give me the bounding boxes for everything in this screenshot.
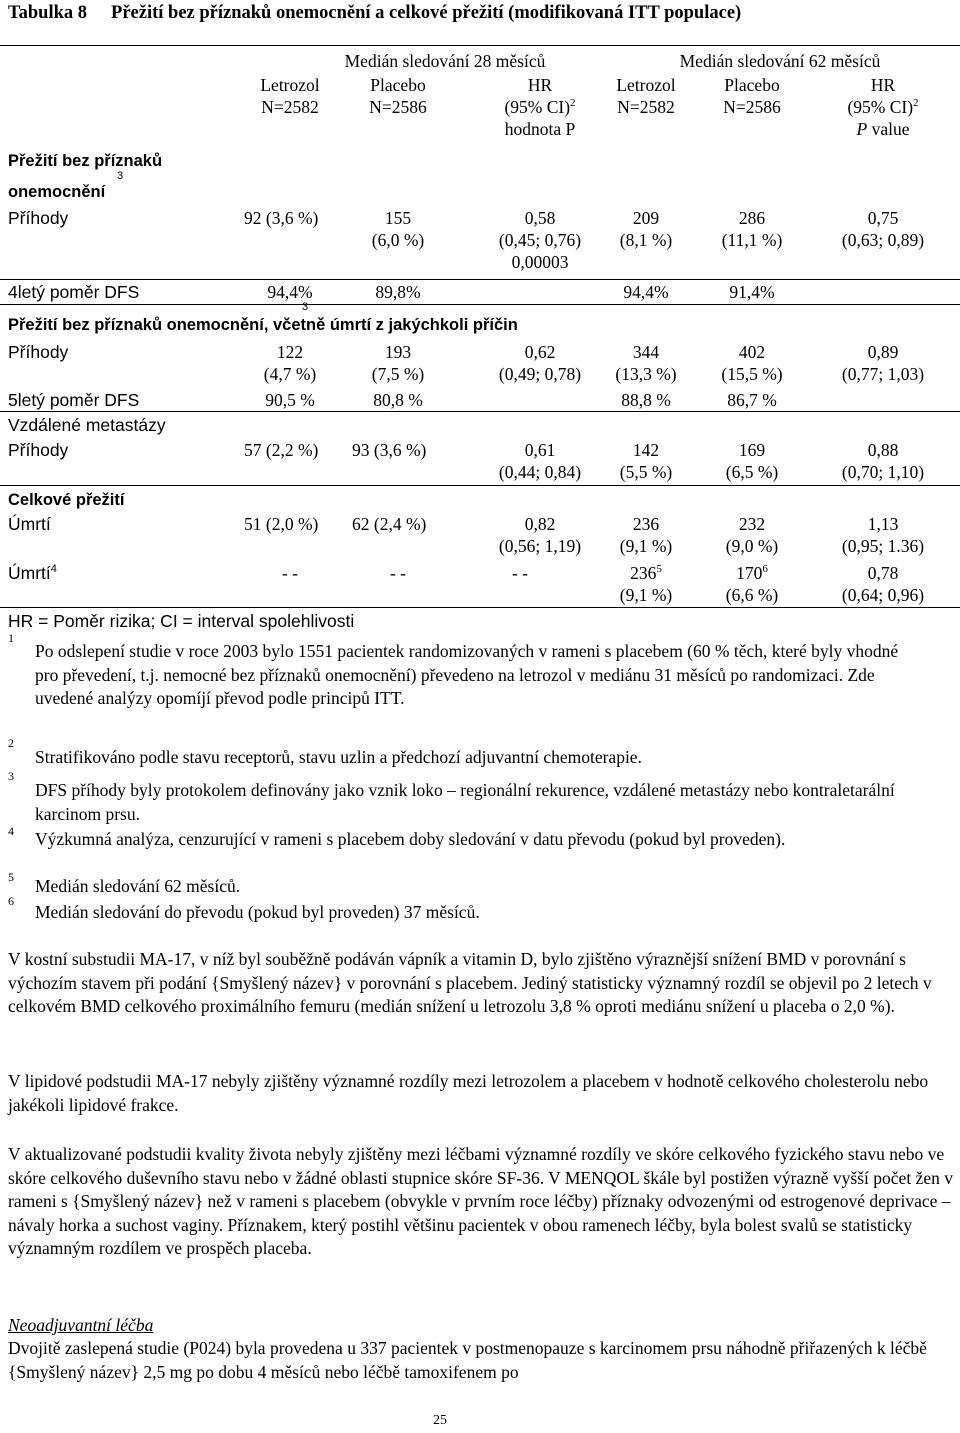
cell-line: (9,1 %) xyxy=(619,585,673,605)
section-dfs-all-cause-title xyxy=(8,314,518,336)
cell-line xyxy=(600,562,692,584)
footnote-text: Stratifikováno podle stavu receptorů, stavu uzlin a předchozí adjuvantní chemoterapie. xyxy=(35,747,642,767)
cell-value: 62 (2,4 %) xyxy=(352,514,427,534)
section-dfs-title: Přežití bez příznaků xyxy=(8,152,163,170)
col-header-line: N=2582 xyxy=(617,97,675,117)
cell-value xyxy=(465,513,615,557)
footnote-ref: 3 xyxy=(117,170,124,182)
cell-value xyxy=(600,439,692,483)
row-label-4yr-dfs: 4letý poměr DFS xyxy=(8,282,140,302)
footnote-ref: 4 xyxy=(50,563,57,575)
cell-value: 90,5 % xyxy=(265,390,315,410)
section-dfs-title-2 xyxy=(8,181,105,203)
cell-line: (6,5 %) xyxy=(725,462,779,482)
cell-line: (13,3 %) xyxy=(615,364,677,384)
cell-value: - - xyxy=(511,563,529,583)
col-header-letrozol-62 xyxy=(600,74,692,118)
cell-line: 0,62 xyxy=(524,342,556,362)
cell-value xyxy=(600,513,692,557)
row-label-5yr-dfs: 5letý poměr DFS xyxy=(8,390,140,410)
cell-value xyxy=(352,207,444,251)
cell-value: 80,8 % xyxy=(373,390,423,410)
row-label-deaths-exploratory xyxy=(8,562,57,584)
footnote-number: 1 xyxy=(8,631,14,645)
cell-value: 94,4% xyxy=(623,282,669,302)
cell-line: (7,5 %) xyxy=(371,364,425,384)
cell-line: (8,1 %) xyxy=(619,230,673,250)
cell-line: 232 xyxy=(738,514,766,534)
col-header-ci: (95% CI) xyxy=(847,97,914,117)
table-title xyxy=(8,2,741,24)
cell-line xyxy=(706,562,798,584)
cell-value xyxy=(706,341,798,385)
cell-line: (15,5 %) xyxy=(721,364,783,384)
cell-value: 86,7 % xyxy=(727,390,777,410)
cell-value: 93 (3,6 %) xyxy=(352,440,427,460)
section-title-part: Přežití bez příznaků onemocnění xyxy=(8,316,264,334)
cell-line: (5,5 %) xyxy=(619,462,673,482)
cell-line: (11,1 %) xyxy=(721,230,783,250)
cell-line: 0,78 xyxy=(867,563,899,583)
cell-line: 0,61 xyxy=(524,440,556,460)
section-os-title: Celkové přežití xyxy=(8,491,125,509)
cell-line: 344 xyxy=(632,342,660,362)
cell-line: (0,56; 1,19) xyxy=(498,536,582,556)
group-header-62: Medián sledování 62 měsíců xyxy=(679,51,881,71)
cell-value xyxy=(818,562,948,606)
cell-value xyxy=(706,562,798,606)
value-word: value xyxy=(867,119,910,139)
row-label-events: Příhody xyxy=(8,208,69,228)
cell-line: 209 xyxy=(632,208,660,228)
cell-line: (0,63; 0,89) xyxy=(841,230,925,250)
cell-value: 91,4% xyxy=(729,282,775,302)
cell-number: 236 xyxy=(630,563,657,583)
col-header-line: hodnota P xyxy=(504,119,576,139)
cell-value xyxy=(818,513,948,557)
footnote-text: Medián sledování 62 měsíců. xyxy=(35,876,241,896)
footnote-text: Výzkumná analýza, cenzurující v rameni s placebem doby sledování v datu převodu (pokud byl proveden). xyxy=(35,829,786,849)
cell-line: 236 xyxy=(632,514,660,534)
paragraph-lipid-substudy: V lipidové podstudii MA-17 nebyly zjištěny významné rozdíly mezi letrozolem a placebem v hodnotě celkového cholesterolu nebo jakékoli lipidové frakce. xyxy=(8,1071,929,1115)
col-header-line: N=2582 xyxy=(261,97,319,117)
cell-line: (9,1 %) xyxy=(619,536,673,556)
cell-value: 92 (3,6 %) xyxy=(244,208,319,228)
cell-line: (0,77; 1,03) xyxy=(841,364,925,384)
cell-line: 402 xyxy=(738,342,766,362)
cell-line: 0,58 xyxy=(524,208,556,228)
footnote-number: 4 xyxy=(8,824,14,838)
cell-value xyxy=(706,513,798,557)
cell-line: (0,95; 1.36) xyxy=(841,536,925,556)
col-header-placebo-28 xyxy=(352,74,444,118)
col-header-hr-62 xyxy=(818,74,948,140)
cell-line: 0,75 xyxy=(867,208,899,228)
cell-line: 0,82 xyxy=(524,514,556,534)
cell-line: (0,64; 0,96) xyxy=(841,585,925,605)
cell-value xyxy=(352,341,444,385)
cell-line: 155 xyxy=(384,208,412,228)
cell-line: 0,89 xyxy=(867,342,899,362)
col-header-line: Placebo xyxy=(724,75,780,95)
cell-line: 286 xyxy=(738,208,766,228)
table-top-rule xyxy=(0,45,960,46)
cell-value: 51 (2,0 %) xyxy=(244,514,319,534)
footnote-text: Po odslepení studie v roce 2003 bylo 1551 pacientek randomizovaných v rameni s placebem (60 % těch, které byly vhodné pro převedení, t.j. nemocné bez příznaků onemocnění) převedeno na letrozol v mediánu 31 měsíců po randomizaci. Zde uvedené analýzy opomíjí převod podle principů ITT. xyxy=(35,641,899,708)
cell-line: 142 xyxy=(632,440,660,460)
row-rule xyxy=(0,279,960,280)
cell-value xyxy=(465,207,615,273)
cell-line: (0,70; 1,10) xyxy=(841,462,925,482)
section-title-part: , včetně úmrtí z jakýchkoli příčin xyxy=(263,316,518,334)
row-label-deaths: Úmrtí xyxy=(8,514,51,534)
cell-line: 193 xyxy=(384,342,412,362)
cell-value xyxy=(600,207,692,251)
cell-line: (0,45; 0,76) xyxy=(498,230,582,250)
row-rule xyxy=(0,485,960,486)
cell-value xyxy=(818,207,948,251)
col-header-ci: (95% CI) xyxy=(504,97,571,117)
cell-line: 169 xyxy=(738,440,766,460)
cell-value: - - xyxy=(389,563,407,583)
row-label-text: Úmrtí xyxy=(8,563,51,583)
table-caption: Přežití bez příznaků onemocnění a celkové přežití (modifikovaná ITT populace) xyxy=(111,3,742,23)
cell-value xyxy=(465,341,615,385)
cell-value xyxy=(706,207,798,251)
page-number: 25 xyxy=(433,1413,447,1428)
p-italic: P xyxy=(856,119,868,139)
cell-line: (9,0 %) xyxy=(725,536,779,556)
footnote-number: 3 xyxy=(8,769,14,783)
footnote-number: 6 xyxy=(8,894,14,908)
col-header-letrozol-28 xyxy=(244,74,336,118)
footnote-text: DFS příhody byly protokolem definovány jako vznik loko – regionální rekurence, vzdálené metastázy nebo kontraletarální karcinom prsu. xyxy=(35,780,895,824)
col-header-line: HR xyxy=(870,75,896,95)
cell-value: 89,8% xyxy=(375,282,421,302)
paragraph-bone-substudy: V kostní substudii MA-17, v níž byl souběžně podáván vápník a vitamin D, bylo zjištěno výraznější snížení BMD v porovnání s výchozím stavem při podání {Smyšlený název} v porovnání s placebem. Jediný statisticky významný rozdíl se objevil po 2 letech v celkovém BMD celkového proximálního femuru (medián snížení u letrozolu 3,8 % oproti mediánu snížení u placeba o 2,0 %). xyxy=(8,949,932,1016)
cell-value xyxy=(600,562,692,606)
footnote-ref: 6 xyxy=(762,563,768,575)
cell-value xyxy=(465,439,615,483)
section-heading-neoadjuvant: Neoadjuvantní léčba xyxy=(8,1315,154,1335)
cell-line: (6,6 %) xyxy=(725,585,779,605)
footnote-ref: 2 xyxy=(913,97,919,109)
footnote-text: Medián sledování do převodu (pokud byl proveden) 37 měsíců. xyxy=(35,902,480,922)
section-metastases-title: Vzdálené metastázy xyxy=(8,415,166,435)
cell-value xyxy=(600,341,692,385)
cell-value: 88,8 % xyxy=(621,390,671,410)
col-header-line: Letrozol xyxy=(616,75,676,95)
cell-line: 122 xyxy=(276,342,304,362)
row-rule xyxy=(0,411,960,412)
footnote-ref: 2 xyxy=(570,97,576,109)
table-bottom-rule xyxy=(0,607,960,608)
cell-value xyxy=(706,439,798,483)
paragraph-neoadjuvant: Dvojitě zaslepená studie (P024) byla provedena u 337 pacientek v postmenopauze s karcinomem prsu náhodně přiřazených k léčbě {Smyšlený název} 2,5 mg po dobu 4 měsíců nebo léčbě tamoxifenem po xyxy=(8,1338,927,1382)
col-header-placebo-62 xyxy=(706,74,798,118)
col-header-line: HR xyxy=(527,75,553,95)
cell-line: (0,49; 0,78) xyxy=(498,364,582,384)
col-header-line: Placebo xyxy=(370,75,426,95)
row-label-events: Příhody xyxy=(8,342,69,362)
footnote-number: 5 xyxy=(8,870,14,884)
cell-number: 170 xyxy=(736,563,763,583)
cell-line: 1,13 xyxy=(867,514,899,534)
cell-value: 94,4% xyxy=(267,282,313,302)
paragraph-quality-of-life: V aktualizované podstudii kvality života nebyly zjištěny mezi léčbami významné rozdíly ve skóre celkového fyzického stavu nebo ve skóre celkového duševního stavu nebo v žádné oblasti stupnice skóre SF-36. V MENQOL škále byl postižen výrazně vyšší počet žen v rameni s {Smyšlený název} než v rameni s placebem (obvykle v prvním roce léčby) příznaky odvozenými od estrogenové deprivace – návaly horka a suchost vaginy. Příznakem, který postihl většinu pacientek v obou ramenech léčby, byla bolest svalů se statisticky významným rozdílem ve prospěch placeba. xyxy=(8,1144,953,1258)
section-dfs-word: onemocnění xyxy=(8,183,106,201)
footnote-number: 2 xyxy=(8,736,14,750)
cell-line: (6,0 %) xyxy=(371,230,425,250)
col-header-line: N=2586 xyxy=(369,97,427,117)
cell-line: 0,88 xyxy=(867,440,899,460)
cell-value xyxy=(244,341,336,385)
col-header-line xyxy=(465,96,615,118)
cell-value xyxy=(818,341,948,385)
footnote-ref: 5 xyxy=(656,563,662,575)
cell-value xyxy=(818,439,948,483)
cell-line: (4,7 %) xyxy=(263,364,317,384)
footnote-ref: 3 xyxy=(302,301,309,313)
col-header-line xyxy=(818,96,948,118)
row-label-events: Příhody xyxy=(8,440,69,460)
col-header-line: Letrozol xyxy=(260,75,320,95)
cell-line: (0,44; 0,84) xyxy=(498,462,582,482)
cell-line: 0,00003 xyxy=(511,252,569,272)
col-header-line: N=2586 xyxy=(723,97,781,117)
cell-value: - - xyxy=(281,563,299,583)
abbreviations: HR = Poměr rizika; CI = interval spolehlivosti xyxy=(8,611,355,631)
cell-value: 57 (2,2 %) xyxy=(244,440,319,460)
col-header-hr-28 xyxy=(465,74,615,140)
group-header-28: Medián sledování 28 měsíců xyxy=(344,51,546,71)
table-label: Tabulka 8 xyxy=(8,3,88,23)
row-rule xyxy=(0,304,960,305)
col-header-line xyxy=(818,118,948,140)
